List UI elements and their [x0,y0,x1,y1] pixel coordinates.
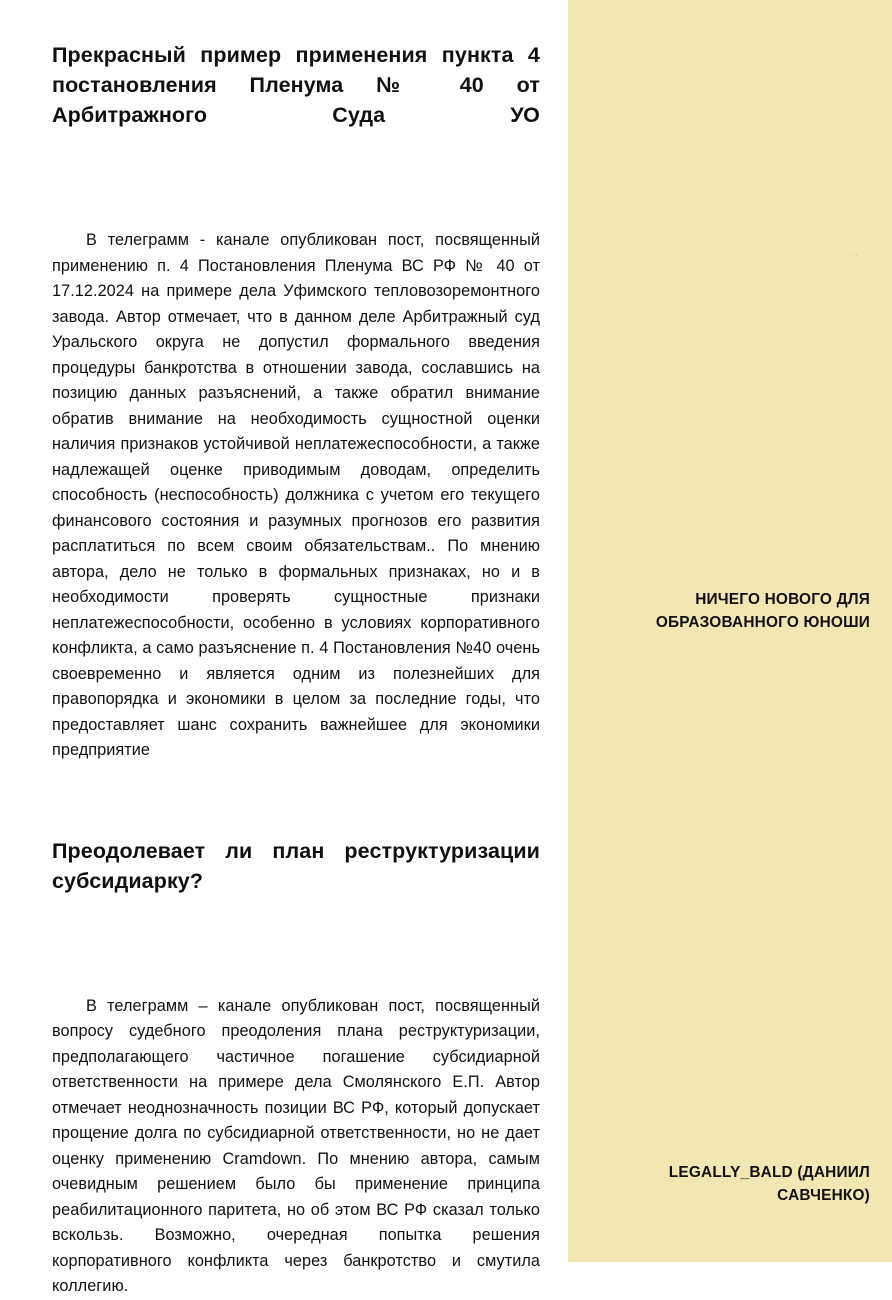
article-1-body [52,228,540,764]
article-1-body-text: В телеграмм - канале опубликован пост, посвященный применению п. 4 Постановления Пленума ВС РФ № 40 от 17.12.2024 на примере дела Уфимского тепловозоремонтного завода. Автор отмечает, что в данном деле Арбитражный суд Уральского округа не допустил формального введения процедуры банкротства в отношении завода, сославшись на позицию данных разъяснений, а также обратил внимание обратив внимание на необходимость сущностной оценки наличия признаков устойчивой неплатежеспособности, а также надлежащей оценке приводимым доводам, определить способность (неспособность) должника с учетом его текущего финансового состояния и разумных прогнозов его развития расплатиться по всем своим обязательствам.. По мнению автора, дело не только в формальных признаках, но и в необходимости проверять сущностные признаки неплатежеспособности, особенно в условиях корпоративного конфликта, а само разъяснение п. 4 Постановления №40 очень своевременно и является одним из полезнейших для правопорядка и экономики в целом за последние годы, что предоставляет шанс сохранить важнейшее для экономики предприятие [52,231,540,759]
article-2-body [52,994,540,1300]
spacer [52,160,540,228]
article-1-title: Прекрасный пример применения пункта 4 постановления Пленума № 40 от Арбитражного Суда УО [52,43,540,127]
sidebar-accent-column [568,0,892,1262]
article-2-title: Преодолевает ли план реструктуризации субсидиарку? [52,838,540,893]
article-2 [52,836,540,1300]
spacer [52,764,540,836]
spacer [52,926,540,994]
article-1 [52,40,540,764]
article-2-body-text: В телеграмм – канале опубликован пост, посвященный вопросу судебного преодоления плана реструктуризации, предполагающего частичное погашение субсидиарной ответственности на примере дела Смолянского Е.П. Автор отмечает неоднозначность позиции ВС РФ, который допускает прощение долга по субсидиарной ответственности, но не дает оценку применению Cramdown. По мнению автора, самым очевидным решением было бы применение принципа реабилитационного паритета, но об этом ВС РФ сказал только вскользь. Возможно, очередная попытка решения корпоративного конфликта через банкротство и смутила коллегию. [52,996,540,1295]
decorative-mark: .. [851,248,859,258]
sidebar-section-label: НИЧЕГО НОВОГО ДЛЯ ОБРАЗОВАННОГО ЮНОШИ [655,591,870,631]
sidebar-author-label: LEGALLY_BALD (ДАНИИЛ САВЧЕНКО) [668,1164,870,1204]
